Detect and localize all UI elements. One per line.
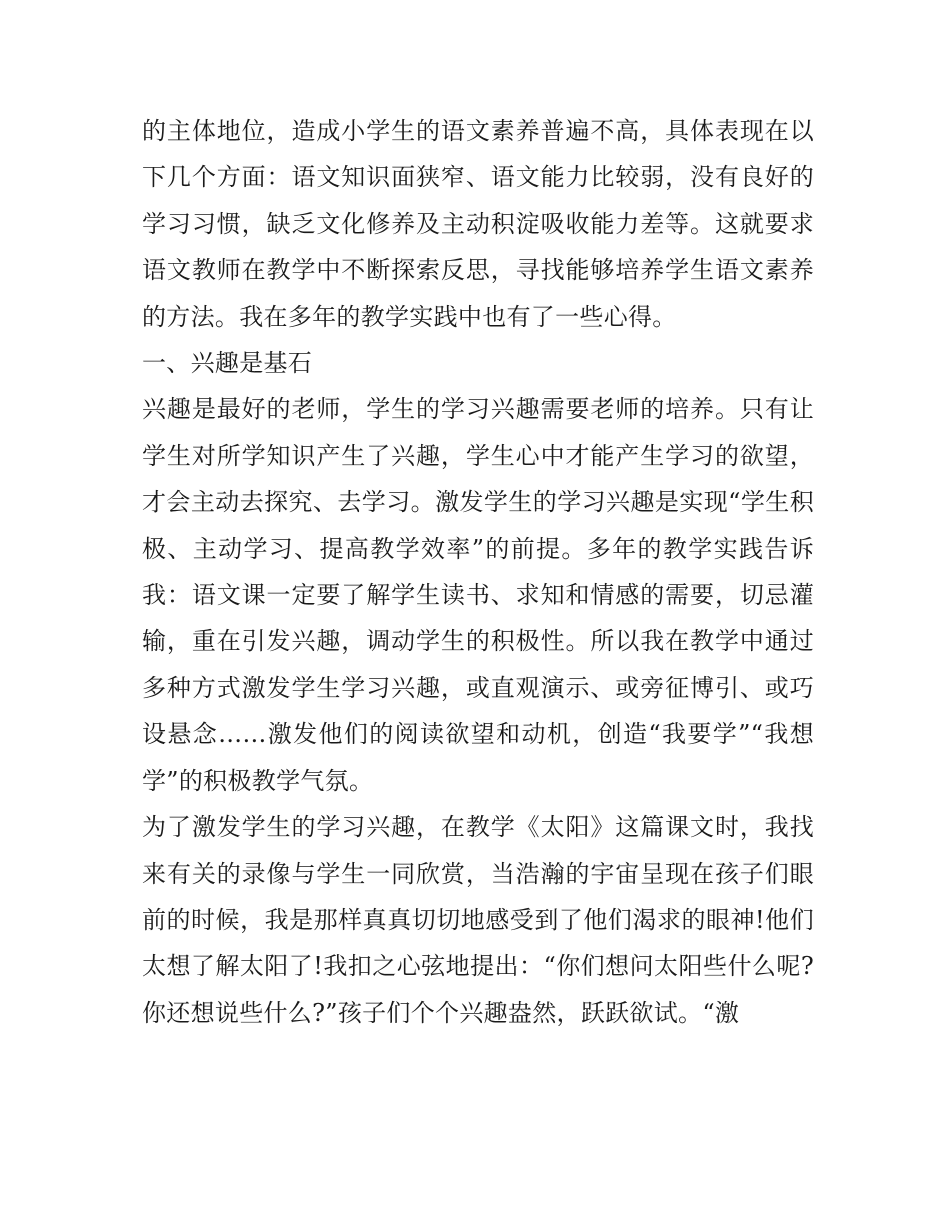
paragraph-interest: 兴趣是最好的老师，学生的学习兴趣需要老师的培养。只有让学生对所学知识产生了兴趣，学生心中才能产生学习的欲望，才会主动去探究、去学习。激发学生的学习兴趣是实现“学生积极、主动学习、提高教学效率”的前提。多年的教学实践告诉我：语文课一定要了解学生读书、求知和情感的需要，切忌灌输，重在引发兴趣，调动学生的积极性。所以我在教学中通过多种方式激发学生学习兴趣，或直观演示、或旁征博引、或巧设悬念……激发他们的阅读欲望和动机，创造“我要学”“我想学”的积极教学气氛。 bbox=[142, 395, 814, 795]
document-body bbox=[142, 108, 814, 1036]
section-heading: 一、兴趣是基石 bbox=[142, 349, 313, 378]
paragraph-intro: 的主体地位，造成小学生的语文素养普遍不高，具体表现在以下几个方面：语文知识面狭窄、语文能力比较弱，没有良好的学习习惯，缺乏文化修养及主动积淀吸收能力差等。这就要求语文教师在教学中不断探索反思，寻找能够培养学生语文素养的方法。我在多年的教学实践中也有了一些心得。 bbox=[142, 117, 814, 331]
paragraph-example: 为了激发学生的学习兴趣，在教学《太阳》这篇课文时，我找来有关的录像与学生一同欣赏，当浩瀚的宇宙呈现在孩子们眼前的时候，我是那样真真切切地感受到了他们渴求的眼神!他们太想了解太阳了!我扣之心弦地提出：“你们想问太阳些什么呢?你还想说些什么?”孩子们个个兴趣盎然，跃跃欲试。“激 bbox=[142, 813, 814, 1027]
